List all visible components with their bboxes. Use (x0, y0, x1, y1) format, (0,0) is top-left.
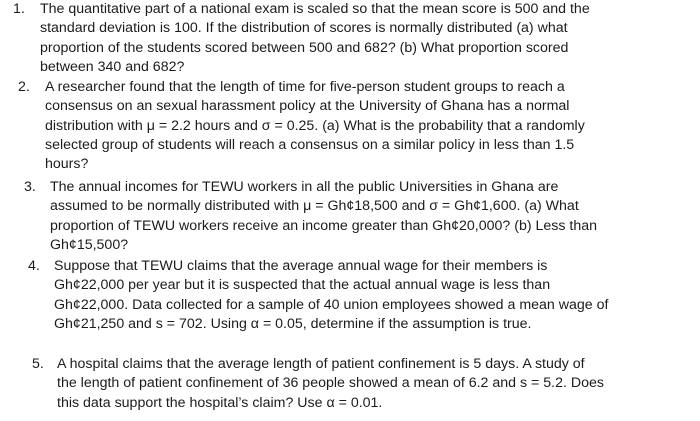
question-number: 2. (18, 79, 30, 95)
question-text-line: Gh¢22,000. Data collected for a sample of 40 union employees showed a mean wage of (54, 296, 609, 313)
question-text-line: Gh¢15,500? (50, 236, 129, 253)
question-text-line: Suppose that TEWU claims that the average annual wage for their members is (54, 258, 548, 274)
question-text-line: hours? (45, 156, 89, 173)
question-text-line: between 340 and 682? (40, 58, 185, 75)
question-text-line: proportion of the students scored between 500 and 682? (b) What proportion scored (40, 39, 569, 56)
question-text-line: Gh¢21,250 and s = 702. Using α = 0.05, determine if the assumption is true. (54, 315, 532, 332)
question-text-line: the length of patient confinement of 36 people showed a mean of 6.2 and s = 5.2. Does (57, 375, 604, 392)
question-text-line: selected group of students will reach a consensus on a similar policy in less than 1.5 (45, 136, 575, 153)
question-text-line: consensus on an sexual harassment policy at the University of Ghana has a normal (45, 98, 570, 115)
question-number: 5. (32, 356, 44, 372)
question-text-line: standard deviation is 100. If the distribution of scores is normally distributed (a) what (40, 20, 568, 37)
question-text-line: assumed to be normally distributed with μ = Gh¢18,500 and σ = Gh¢1,600. (a) What (50, 198, 579, 215)
question-number: 1. (13, 1, 25, 17)
question-text-line: proportion of TEWU workers receive an income greater than Gh¢20,000? (b) Less than (50, 217, 598, 234)
question-text-line: The quantitative part of a national exam is scaled so that the mean score is 500 and the (40, 1, 590, 17)
question-text-line: A hospital claims that the average length of patient confinement is 5 days. A study of (57, 356, 585, 372)
question-text-line: A researcher found that the length of time for five-person student groups to reach a (45, 79, 565, 95)
question-text-line: The annual incomes for TEWU workers in all the public Universities in Ghana are (50, 179, 559, 195)
question-number: 4. (28, 258, 40, 274)
question-text-line: this data support the hospital’s claim? Use α = 0.01. (57, 394, 383, 411)
question-text-line: distribution with μ = 2.2 hours and σ = 0.25. (a) What is the probability that a randomly (45, 117, 585, 134)
question-number: 3. (24, 179, 36, 195)
question-text-line: Gh¢22,000 per year but it is suspected that the actual annual wage is less than (54, 277, 551, 294)
